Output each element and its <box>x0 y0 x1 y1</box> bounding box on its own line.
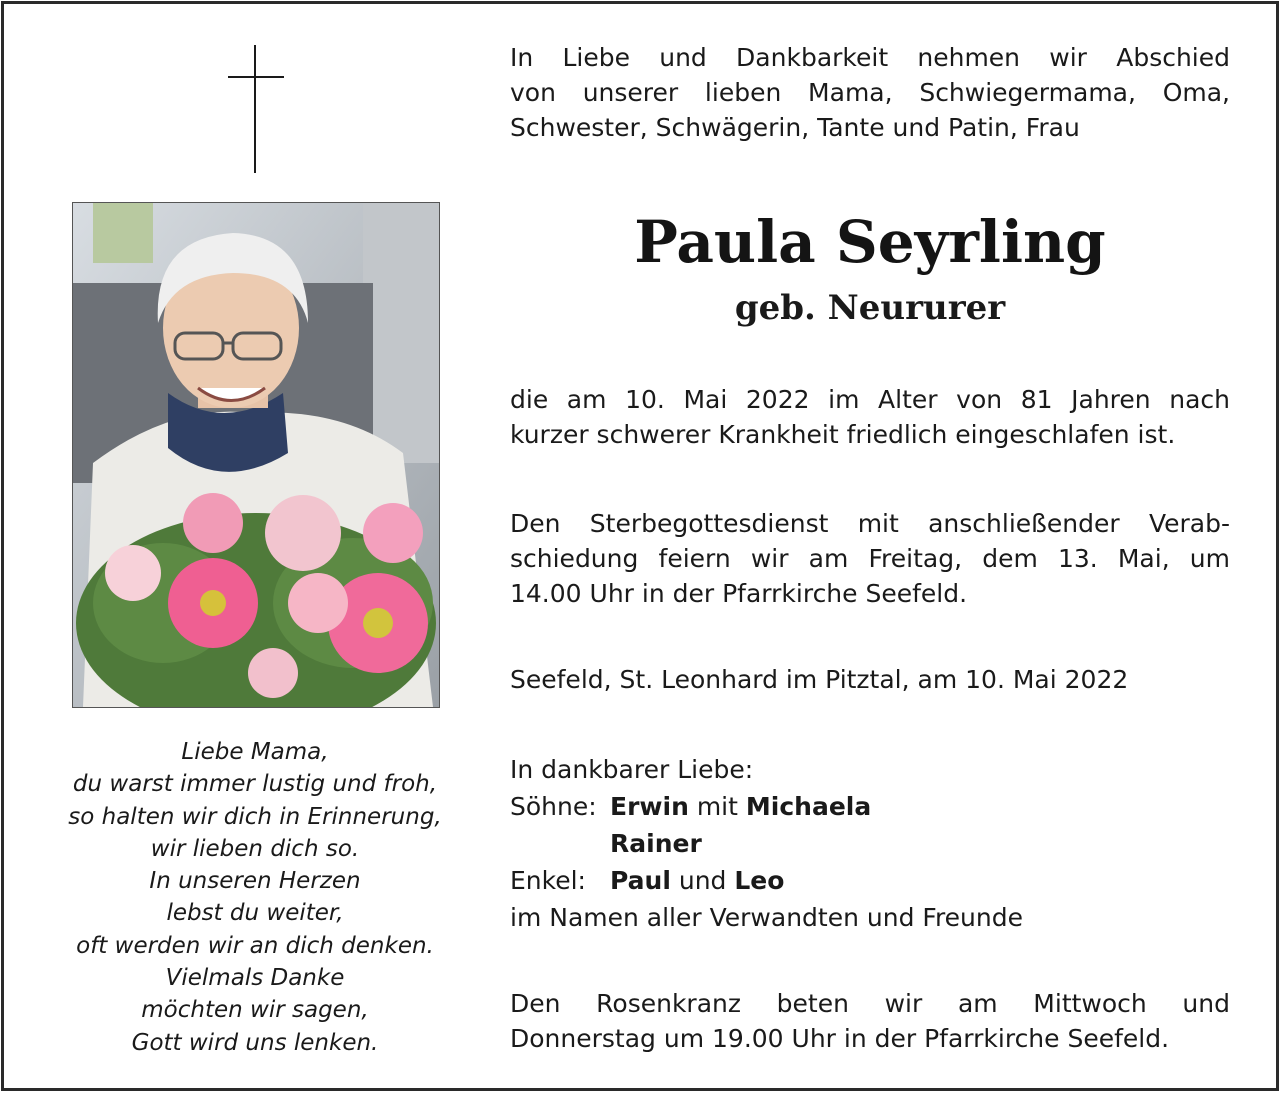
son-name: Rainer <box>610 829 702 858</box>
grandchildren-row <box>510 863 1230 900</box>
maiden-name: geb. Neururer <box>734 288 1006 328</box>
service-line: 14.00 Uhr in der Pfarrkirche Seefeld. <box>510 579 968 608</box>
rosary-line: Donnerstag um 19.00 Uhr in der Pfarrkirche Seefeld. <box>510 1024 1170 1053</box>
portrait-photo <box>72 202 440 708</box>
deceased-name: Paula Seyrling <box>634 208 1106 276</box>
poem-line: Gott wird uns lenken. <box>131 1029 379 1056</box>
mourners-closing: im Namen aller Verwandten und Freunde <box>510 903 1024 932</box>
partner-name: Michaela <box>745 792 872 821</box>
poem-line: möchten wir sagen, <box>141 997 369 1024</box>
death-notice-line: kurzer schwerer Krankheit friedlich eingeschlafen ist. <box>510 420 1176 449</box>
poem-line: Liebe Mama, <box>181 739 329 765</box>
mourners-list <box>510 752 1230 937</box>
poem-line: In unseren Herzen <box>149 868 361 895</box>
grandchild-name: Paul <box>610 866 671 895</box>
mourners-heading: In dankbarer Liebe: <box>510 755 754 784</box>
service-line: Den Sterbegottesdienst mit anschließender Verab- <box>510 509 1230 538</box>
funeral-service <box>510 506 1230 611</box>
poem-line: du warst immer lustig und froh, <box>72 771 438 798</box>
death-notice-line: die am 10. Mai 2022 im Alter von 81 Jahren nach <box>510 385 1230 414</box>
intro-text <box>510 40 1230 145</box>
and-word: und <box>678 866 727 895</box>
memorial-poem <box>30 736 480 1059</box>
with-word: mit <box>696 792 738 821</box>
rosary-notice <box>510 986 1230 1056</box>
place-date: Seefeld, St. Leonhard im Pitztal, am 10. Mai 2022 <box>510 665 1129 694</box>
grandchildren-label: Enkel: <box>510 866 586 895</box>
poem-line: so halten wir dich in Erinnerung, <box>68 803 442 830</box>
intro-line: von unserer lieben Mama, Schwiegermama, Oma, <box>510 78 1230 107</box>
cross-icon <box>228 45 284 173</box>
sons-row <box>510 789 1230 826</box>
intro-line: Schwester, Schwägerin, Tante und Patin, Frau <box>510 113 1080 142</box>
poem-line: oft werden wir an dich denken. <box>76 932 434 959</box>
poem-line: lebst du weiter, <box>166 900 344 927</box>
rosary-line: Den Rosenkranz beten wir am Mittwoch und <box>510 989 1230 1018</box>
poem-line: wir lieben dich so. <box>150 835 360 862</box>
sons-label: Söhne: <box>510 792 597 821</box>
service-line: schiedung feiern wir am Freitag, dem 13. Mai, um <box>510 544 1230 573</box>
intro-line: In Liebe und Dankbarkeit nehmen wir Abschied <box>510 43 1230 72</box>
death-notice <box>510 382 1230 452</box>
son-name: Erwin <box>610 792 689 821</box>
grandchild-name: Leo <box>734 866 785 895</box>
sons-row-2 <box>510 826 1230 863</box>
poem-line: Vielmals Danke <box>165 965 345 992</box>
